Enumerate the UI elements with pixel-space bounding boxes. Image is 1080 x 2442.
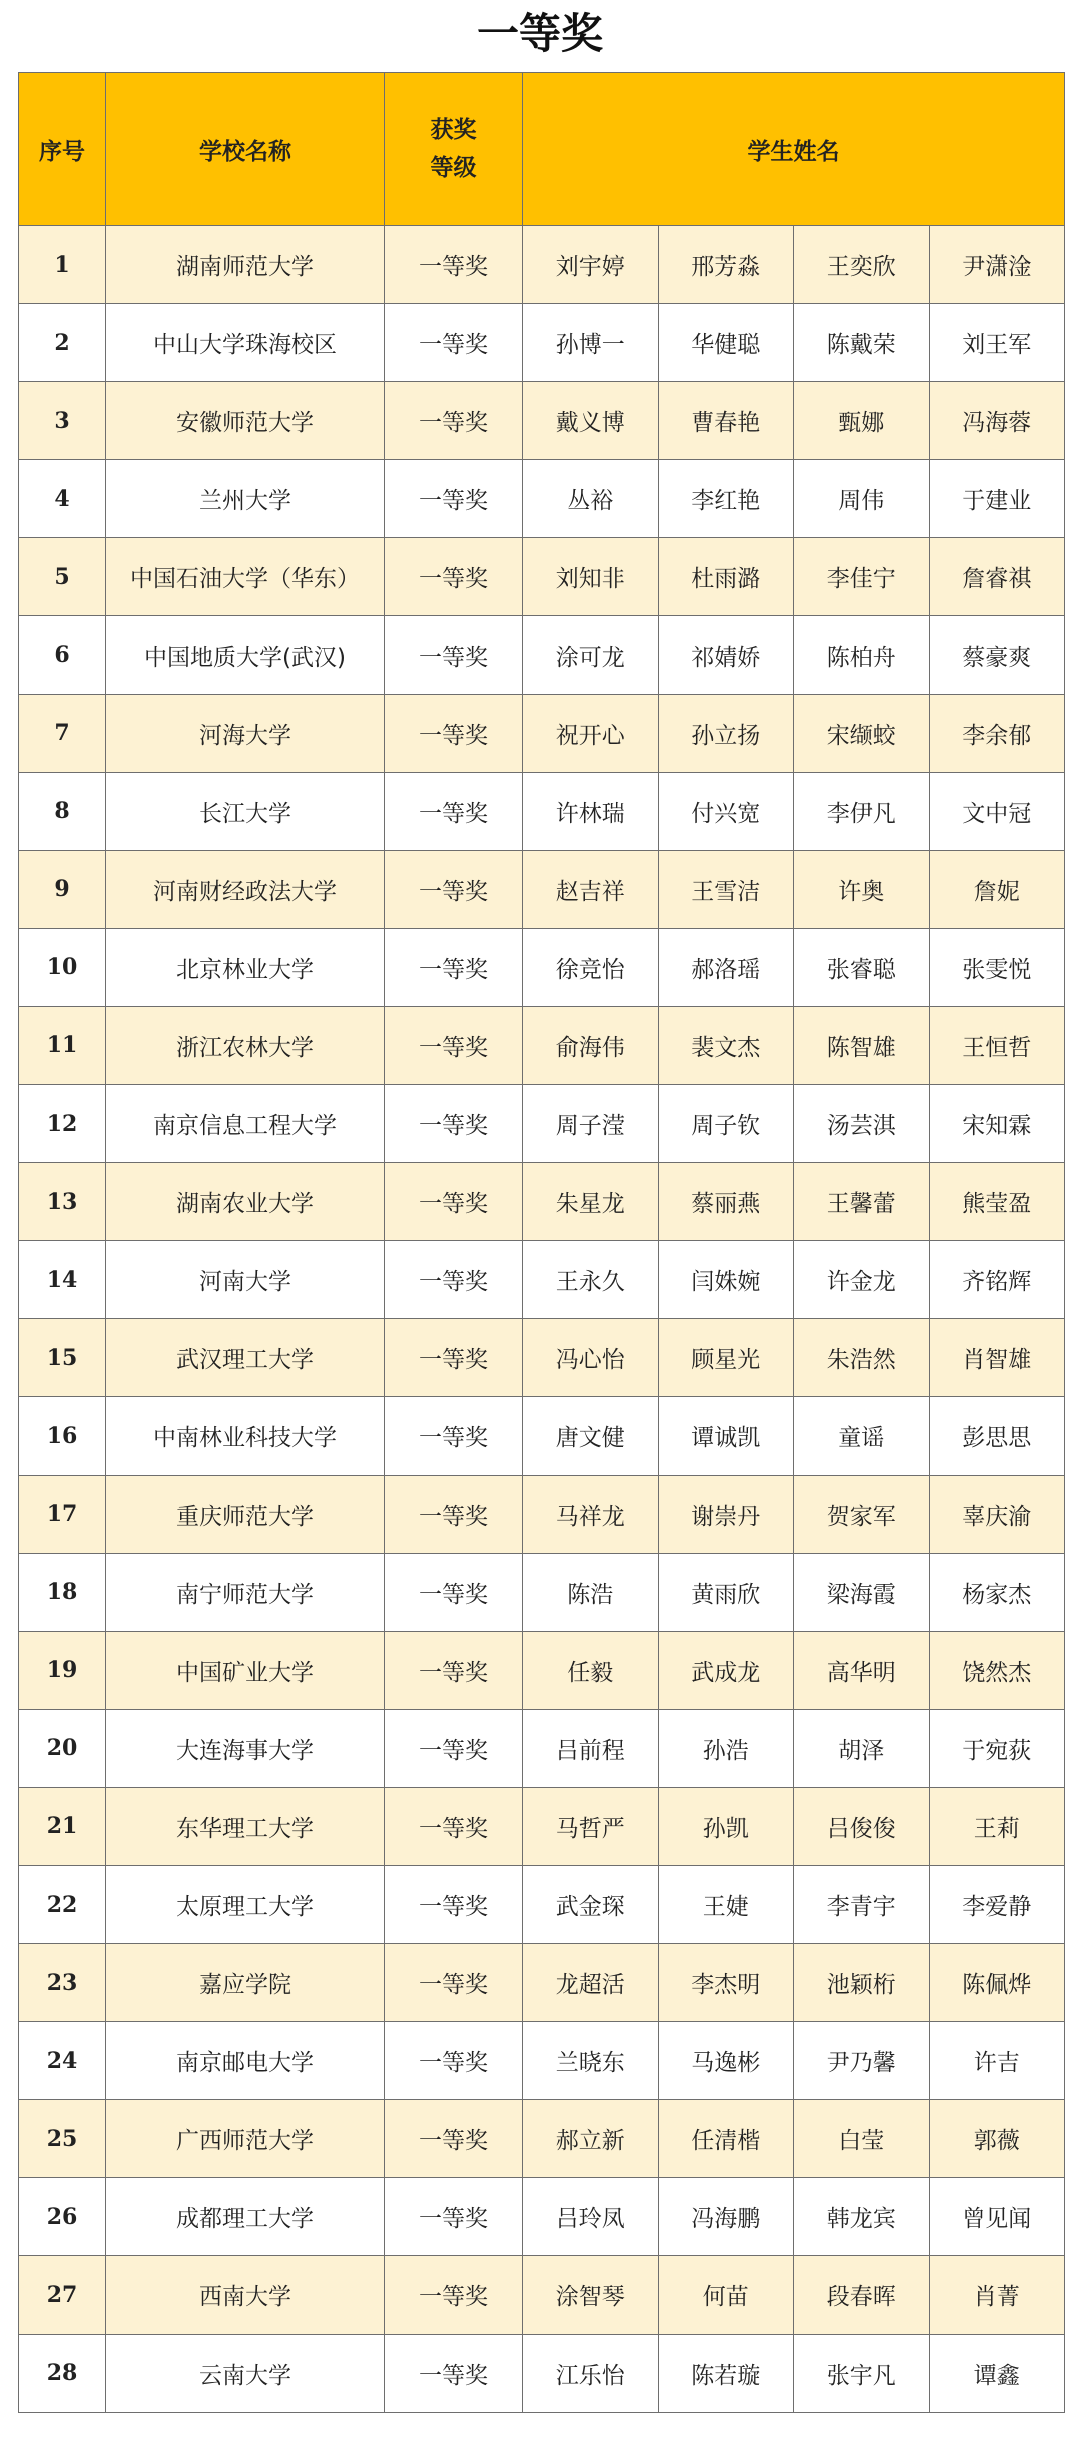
student-name: 丛裕 <box>523 460 659 538</box>
student-name: 刘知非 <box>523 538 659 616</box>
student-name: 詹妮 <box>929 850 1065 928</box>
row-index: 3 <box>19 382 106 460</box>
student-name: 武金琛 <box>523 1865 659 1943</box>
student-name: 孙凯 <box>658 1787 794 1865</box>
award-level: 一等奖 <box>385 1631 523 1709</box>
header-award-line2: 等级 <box>430 155 477 181</box>
row-index: 9 <box>19 850 106 928</box>
row-index: 24 <box>19 2022 106 2100</box>
header-index: 序号 <box>19 73 106 226</box>
school-name: 长江大学 <box>106 772 385 850</box>
student-name: 饶然杰 <box>929 1631 1065 1709</box>
row-index: 27 <box>19 2256 106 2334</box>
student-name: 孙浩 <box>658 1709 794 1787</box>
school-name: 中国石油大学（华东） <box>106 538 385 616</box>
student-name: 张雯悦 <box>929 928 1065 1006</box>
student-name: 曹春艳 <box>658 382 794 460</box>
student-name: 陈佩烨 <box>929 1944 1065 2022</box>
award-level: 一等奖 <box>385 772 523 850</box>
student-name: 辜庆渝 <box>929 1475 1065 1553</box>
header-award-line1: 获奖 <box>430 117 477 143</box>
student-name: 李杰明 <box>658 1944 794 2022</box>
row-index: 5 <box>19 538 106 616</box>
student-name: 池颖桁 <box>794 1944 930 2022</box>
school-name: 河南财经政法大学 <box>106 850 385 928</box>
school-name: 武汉理工大学 <box>106 1319 385 1397</box>
school-name: 河南大学 <box>106 1241 385 1319</box>
student-name: 闫姝婉 <box>658 1241 794 1319</box>
school-name: 湖南师范大学 <box>106 226 385 304</box>
student-name: 周子滢 <box>523 1085 659 1163</box>
student-name: 兰晓东 <box>523 2022 659 2100</box>
student-name: 韩龙宾 <box>794 2178 930 2256</box>
award-level: 一等奖 <box>385 1787 523 1865</box>
student-name: 彭思思 <box>929 1397 1065 1475</box>
student-name: 尹潇淦 <box>929 226 1065 304</box>
table-row <box>19 1241 1065 1319</box>
table-row <box>19 1865 1065 1943</box>
student-name: 孙博一 <box>523 304 659 382</box>
award-level: 一等奖 <box>385 1085 523 1163</box>
student-name: 江乐怡 <box>523 2334 659 2412</box>
row-index: 4 <box>19 460 106 538</box>
student-name: 谭鑫 <box>929 2334 1065 2412</box>
table-row <box>19 772 1065 850</box>
student-name: 胡泽 <box>794 1709 930 1787</box>
row-index: 7 <box>19 694 106 772</box>
student-name: 王恒哲 <box>929 1006 1065 1084</box>
student-name: 王莉 <box>929 1787 1065 1865</box>
student-name: 何苗 <box>658 2256 794 2334</box>
table-row <box>19 382 1065 460</box>
student-name: 裴文杰 <box>658 1006 794 1084</box>
student-name: 唐文健 <box>523 1397 659 1475</box>
row-index: 15 <box>19 1319 106 1397</box>
student-name: 白莹 <box>794 2100 930 2178</box>
student-name: 吕玲凤 <box>523 2178 659 2256</box>
student-name: 周伟 <box>794 460 930 538</box>
table-row <box>19 2178 1065 2256</box>
award-level: 一等奖 <box>385 1553 523 1631</box>
school-name: 大连海事大学 <box>106 1709 385 1787</box>
row-index: 14 <box>19 1241 106 1319</box>
award-level: 一等奖 <box>385 1944 523 2022</box>
table-row <box>19 1319 1065 1397</box>
student-name: 李红艳 <box>658 460 794 538</box>
school-name: 东华理工大学 <box>106 1787 385 1865</box>
award-level: 一等奖 <box>385 2178 523 2256</box>
student-name: 于宛荻 <box>929 1709 1065 1787</box>
page-title: 一等奖 <box>476 9 603 58</box>
student-name: 王雪洁 <box>658 850 794 928</box>
table-row <box>19 2334 1065 2412</box>
student-name: 李佳宁 <box>794 538 930 616</box>
award-level: 一等奖 <box>385 460 523 538</box>
student-name: 詹睿祺 <box>929 538 1065 616</box>
table-row <box>19 1006 1065 1084</box>
header-students: 学生姓名 <box>523 73 1065 226</box>
table-row <box>19 694 1065 772</box>
student-name: 张宇凡 <box>794 2334 930 2412</box>
student-name: 段春晖 <box>794 2256 930 2334</box>
student-name: 王婕 <box>658 1865 794 1943</box>
student-name: 肖智雄 <box>929 1319 1065 1397</box>
school-name: 北京林业大学 <box>106 928 385 1006</box>
award-level: 一等奖 <box>385 382 523 460</box>
table-row <box>19 1709 1065 1787</box>
row-index: 18 <box>19 1553 106 1631</box>
table-row <box>19 1631 1065 1709</box>
student-name: 许金龙 <box>794 1241 930 1319</box>
student-name: 汤芸淇 <box>794 1085 930 1163</box>
student-name: 戴义博 <box>523 382 659 460</box>
student-name: 高华明 <box>794 1631 930 1709</box>
student-name: 许吉 <box>929 2022 1065 2100</box>
student-name: 李伊凡 <box>794 772 930 850</box>
student-name: 武成龙 <box>658 1631 794 1709</box>
school-name: 南京信息工程大学 <box>106 1085 385 1163</box>
student-name: 陈浩 <box>523 1553 659 1631</box>
award-level: 一等奖 <box>385 2100 523 2178</box>
school-name: 安徽师范大学 <box>106 382 385 460</box>
table-row <box>19 538 1065 616</box>
row-index: 17 <box>19 1475 106 1553</box>
student-name: 李青宇 <box>794 1865 930 1943</box>
student-name: 俞海伟 <box>523 1006 659 1084</box>
student-name: 陈若璇 <box>658 2334 794 2412</box>
table-row <box>19 2100 1065 2178</box>
header-row <box>19 73 1065 226</box>
student-name: 黄雨欣 <box>658 1553 794 1631</box>
row-index: 25 <box>19 2100 106 2178</box>
school-name: 嘉应学院 <box>106 1944 385 2022</box>
student-name: 杜雨潞 <box>658 538 794 616</box>
table-row <box>19 2022 1065 2100</box>
student-name: 文中冠 <box>929 772 1065 850</box>
student-name: 涂可龙 <box>523 616 659 694</box>
student-name: 谢崇丹 <box>658 1475 794 1553</box>
header-school: 学校名称 <box>106 73 385 226</box>
row-index: 12 <box>19 1085 106 1163</box>
student-name: 杨家杰 <box>929 1553 1065 1631</box>
school-name: 河海大学 <box>106 694 385 772</box>
student-name: 熊莹盈 <box>929 1163 1065 1241</box>
student-name: 王永久 <box>523 1241 659 1319</box>
student-name: 齐铭辉 <box>929 1241 1065 1319</box>
student-name: 徐竞怡 <box>523 928 659 1006</box>
row-index: 21 <box>19 1787 106 1865</box>
student-name: 李余郁 <box>929 694 1065 772</box>
table-row <box>19 928 1065 1006</box>
award-level: 一等奖 <box>385 850 523 928</box>
row-index: 19 <box>19 1631 106 1709</box>
student-name: 祝开心 <box>523 694 659 772</box>
award-level: 一等奖 <box>385 1241 523 1319</box>
header-award-level <box>385 73 523 226</box>
award-level: 一等奖 <box>385 1397 523 1475</box>
school-name: 南宁师范大学 <box>106 1553 385 1631</box>
student-name: 吕俊俊 <box>794 1787 930 1865</box>
row-index: 26 <box>19 2178 106 2256</box>
award-level: 一等奖 <box>385 1163 523 1241</box>
award-level: 一等奖 <box>385 2334 523 2412</box>
student-name: 涂智琴 <box>523 2256 659 2334</box>
row-index: 6 <box>19 616 106 694</box>
school-name: 太原理工大学 <box>106 1865 385 1943</box>
student-name: 王馨蕾 <box>794 1163 930 1241</box>
student-name: 陈智雄 <box>794 1006 930 1084</box>
award-level: 一等奖 <box>385 928 523 1006</box>
student-name: 曾见闻 <box>929 2178 1065 2256</box>
student-name: 许奥 <box>794 850 930 928</box>
table-row <box>19 226 1065 304</box>
award-level: 一等奖 <box>385 538 523 616</box>
student-name: 甄娜 <box>794 382 930 460</box>
student-name: 陈柏舟 <box>794 616 930 694</box>
table-row <box>19 304 1065 382</box>
award-level: 一等奖 <box>385 1709 523 1787</box>
table-row <box>19 1553 1065 1631</box>
student-name: 许林瑞 <box>523 772 659 850</box>
student-name: 尹乃馨 <box>794 2022 930 2100</box>
award-level: 一等奖 <box>385 226 523 304</box>
row-index: 22 <box>19 1865 106 1943</box>
student-name: 梁海霞 <box>794 1553 930 1631</box>
school-name: 云南大学 <box>106 2334 385 2412</box>
row-index: 11 <box>19 1006 106 1084</box>
student-name: 郝立新 <box>523 2100 659 2178</box>
school-name: 西南大学 <box>106 2256 385 2334</box>
school-name: 中南林业科技大学 <box>106 1397 385 1475</box>
student-name: 贺家军 <box>794 1475 930 1553</box>
table-row <box>19 850 1065 928</box>
student-name: 张睿聪 <box>794 928 930 1006</box>
award-level: 一等奖 <box>385 304 523 382</box>
student-name: 祁婧娇 <box>658 616 794 694</box>
school-name: 湖南农业大学 <box>106 1163 385 1241</box>
student-name: 肖菁 <box>929 2256 1065 2334</box>
school-name: 广西师范大学 <box>106 2100 385 2178</box>
student-name: 周子钦 <box>658 1085 794 1163</box>
student-name: 陈戴荣 <box>794 304 930 382</box>
row-index: 1 <box>19 226 106 304</box>
table-body <box>19 226 1065 2413</box>
student-name: 蔡豪爽 <box>929 616 1065 694</box>
student-name: 冯海蓉 <box>929 382 1065 460</box>
student-name: 赵吉祥 <box>523 850 659 928</box>
table-row <box>19 460 1065 538</box>
student-name: 刘宇婷 <box>523 226 659 304</box>
student-name: 吕前程 <box>523 1709 659 1787</box>
row-index: 10 <box>19 928 106 1006</box>
award-level: 一等奖 <box>385 1865 523 1943</box>
student-name: 谭诚凯 <box>658 1397 794 1475</box>
award-level: 一等奖 <box>385 2022 523 2100</box>
student-name: 付兴宽 <box>658 772 794 850</box>
school-name: 成都理工大学 <box>106 2178 385 2256</box>
row-index: 16 <box>19 1397 106 1475</box>
student-name: 宋缬蛟 <box>794 694 930 772</box>
student-name: 郝洛瑶 <box>658 928 794 1006</box>
student-name: 朱星龙 <box>523 1163 659 1241</box>
award-level: 一等奖 <box>385 2256 523 2334</box>
student-name: 冯心怡 <box>523 1319 659 1397</box>
row-index: 23 <box>19 1944 106 2022</box>
school-name: 南京邮电大学 <box>106 2022 385 2100</box>
school-name: 中山大学珠海校区 <box>106 304 385 382</box>
award-level: 一等奖 <box>385 616 523 694</box>
student-name: 童谣 <box>794 1397 930 1475</box>
student-name: 马逸彬 <box>658 2022 794 2100</box>
row-index: 8 <box>19 772 106 850</box>
student-name: 蔡丽燕 <box>658 1163 794 1241</box>
student-name: 任毅 <box>523 1631 659 1709</box>
table-row <box>19 2256 1065 2334</box>
row-index: 28 <box>19 2334 106 2412</box>
award-table <box>18 72 1065 2413</box>
table-row <box>19 1163 1065 1241</box>
row-index: 13 <box>19 1163 106 1241</box>
student-name: 郭薇 <box>929 2100 1065 2178</box>
award-level: 一等奖 <box>385 1475 523 1553</box>
school-name: 重庆师范大学 <box>106 1475 385 1553</box>
student-name: 龙超活 <box>523 1944 659 2022</box>
school-name: 中国矿业大学 <box>106 1631 385 1709</box>
table-row <box>19 1787 1065 1865</box>
table-row <box>19 616 1065 694</box>
student-name: 宋知霖 <box>929 1085 1065 1163</box>
student-name: 于建业 <box>929 460 1065 538</box>
award-level: 一等奖 <box>385 694 523 772</box>
row-index: 2 <box>19 304 106 382</box>
student-name: 华健聪 <box>658 304 794 382</box>
row-index: 20 <box>19 1709 106 1787</box>
table-row <box>19 1397 1065 1475</box>
student-name: 马祥龙 <box>523 1475 659 1553</box>
student-name: 任清楷 <box>658 2100 794 2178</box>
award-level: 一等奖 <box>385 1319 523 1397</box>
student-name: 朱浩然 <box>794 1319 930 1397</box>
school-name: 兰州大学 <box>106 460 385 538</box>
student-name: 冯海鹏 <box>658 2178 794 2256</box>
student-name: 顾星光 <box>658 1319 794 1397</box>
student-name: 王奕欣 <box>794 226 930 304</box>
table-row <box>19 1475 1065 1553</box>
school-name: 中国地质大学(武汉) <box>106 616 385 694</box>
student-name: 邢芳淼 <box>658 226 794 304</box>
student-name: 李爱静 <box>929 1865 1065 1943</box>
table-row <box>19 1944 1065 2022</box>
student-name: 马哲严 <box>523 1787 659 1865</box>
award-level: 一等奖 <box>385 1006 523 1084</box>
table-row <box>19 1085 1065 1163</box>
student-name: 刘王军 <box>929 304 1065 382</box>
school-name: 浙江农林大学 <box>106 1006 385 1084</box>
student-name: 孙立扬 <box>658 694 794 772</box>
